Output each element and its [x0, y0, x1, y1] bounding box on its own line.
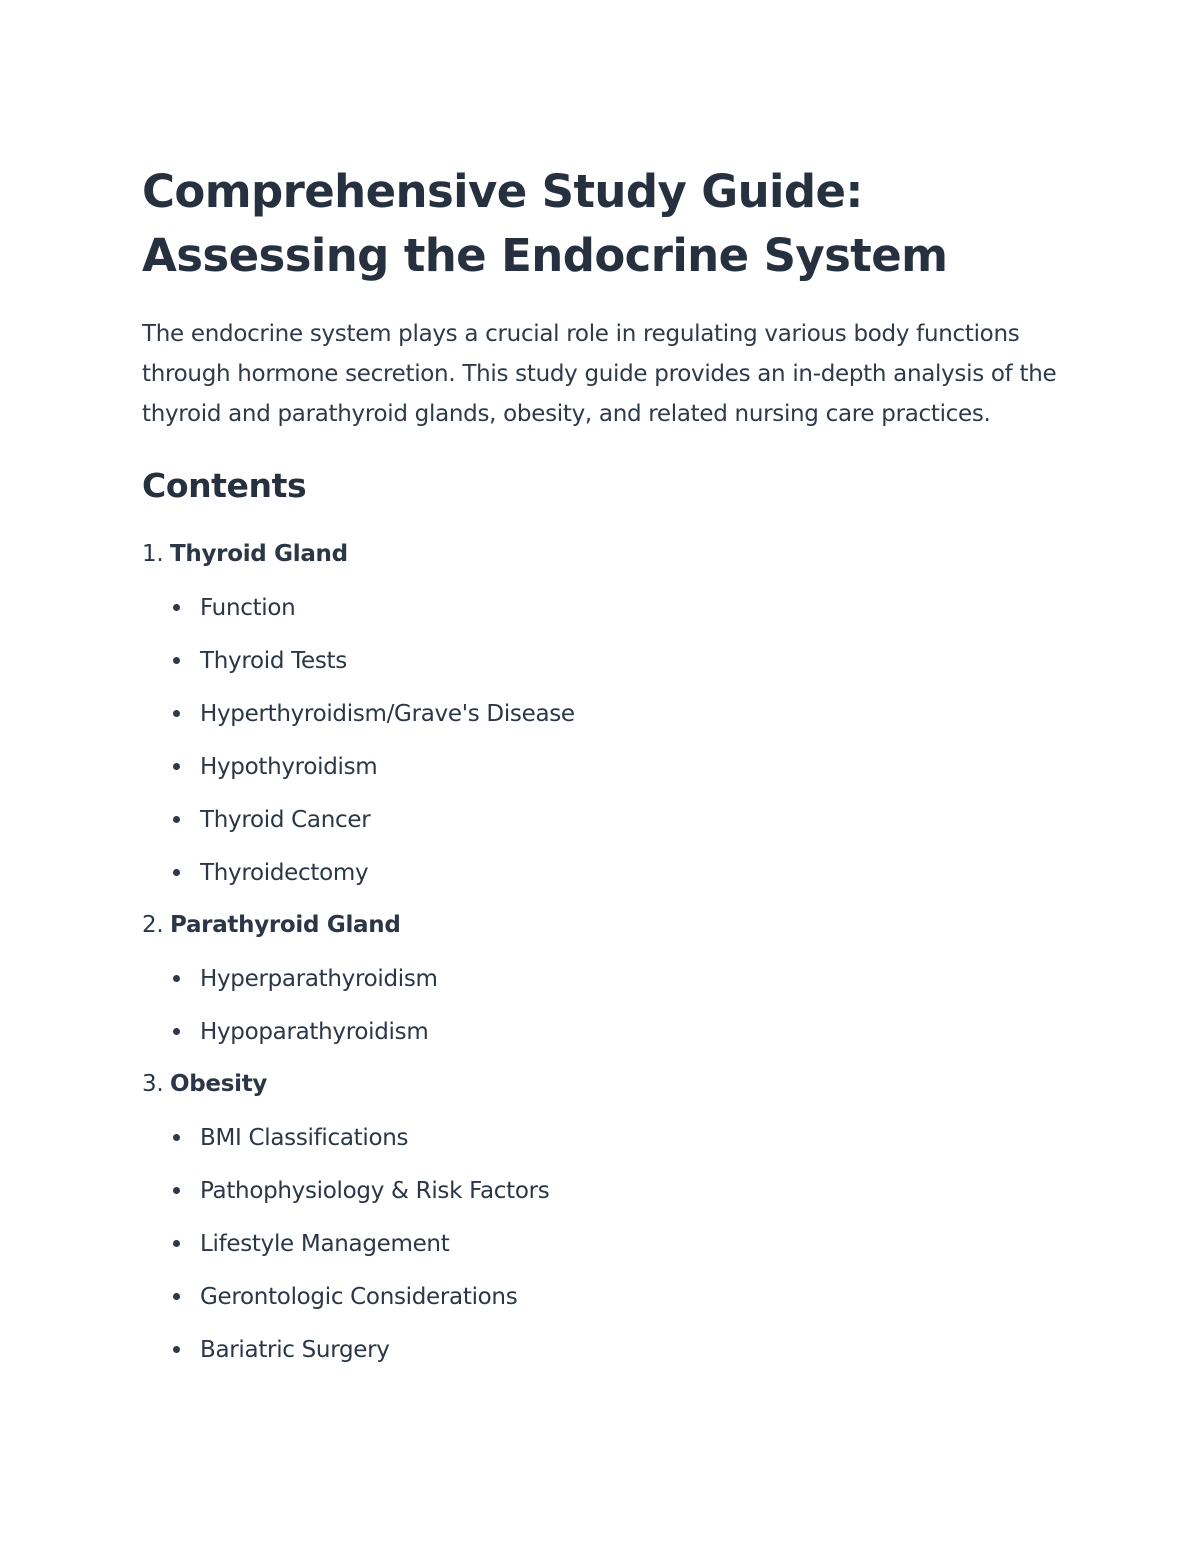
toc-item[interactable] — [142, 1217, 1072, 1270]
bullet-icon — [173, 710, 180, 717]
bullet-icon — [173, 1134, 180, 1141]
toc-item-label: Hypoparathyroidism — [200, 1018, 429, 1045]
toc-section-heading[interactable] — [142, 528, 1072, 581]
toc-section-label: Parathyroid Gland — [170, 912, 401, 938]
toc-section-heading[interactable] — [142, 1058, 1072, 1111]
toc-item-label: Bariatric Surgery — [200, 1336, 390, 1363]
bullet-icon — [173, 1240, 180, 1247]
toc-section-number: 2. — [142, 912, 164, 938]
toc-sublist — [142, 952, 1072, 1058]
intro-paragraph: The endocrine system plays a crucial role in regulating various body functions through hormone secretion. This study guide provides an in-depth analysis of the thyroid and parathyroid glands, obesity, and related nursing care practices. — [142, 321, 1057, 427]
bullet-icon — [173, 604, 180, 611]
toc-section-number: 1. — [142, 541, 164, 567]
toc-item-label: BMI Classifications — [200, 1124, 409, 1151]
toc-item-label: Function — [200, 594, 296, 621]
toc-item[interactable] — [142, 581, 1072, 634]
page-title: Comprehensive Study Guide: Assessing the Endocrine System — [142, 165, 948, 282]
toc-item[interactable] — [142, 952, 1072, 1005]
toc-item-label: Thyroid Tests — [200, 647, 347, 674]
table-of-contents — [142, 528, 1072, 1376]
toc-item[interactable] — [142, 1323, 1072, 1376]
toc-item-label: Thyroidectomy — [200, 859, 369, 886]
toc-section-number: 3. — [142, 1071, 164, 1097]
bullet-icon — [173, 1187, 180, 1194]
toc-item[interactable] — [142, 846, 1072, 899]
toc-item[interactable] — [142, 1270, 1072, 1323]
toc-item-label: Hypothyroidism — [200, 753, 378, 780]
toc-item[interactable] — [142, 1005, 1072, 1058]
bullet-icon — [173, 1293, 180, 1300]
toc-item[interactable] — [142, 687, 1072, 740]
toc-item[interactable] — [142, 793, 1072, 846]
toc-section-parathyroid-gland — [142, 899, 1072, 1058]
bullet-icon — [173, 1028, 180, 1035]
toc-item[interactable] — [142, 634, 1072, 687]
toc-item-label: Hyperthyroidism/Grave's Disease — [200, 700, 575, 727]
bullet-icon — [173, 763, 180, 770]
toc-sublist — [142, 581, 1072, 899]
bullet-icon — [173, 657, 180, 664]
toc-item-label: Gerontologic Considerations — [200, 1283, 518, 1310]
toc-item-label: Pathophysiology & Risk Factors — [200, 1177, 550, 1204]
bullet-icon — [173, 1346, 180, 1353]
toc-section-label: Obesity — [170, 1071, 268, 1097]
toc-section-thyroid-gland — [142, 528, 1072, 899]
bullet-icon — [173, 975, 180, 982]
document-page — [142, 160, 1072, 1376]
toc-item-label: Lifestyle Management — [200, 1230, 450, 1257]
toc-item[interactable] — [142, 1164, 1072, 1217]
toc-sublist — [142, 1111, 1072, 1376]
toc-section-obesity — [142, 1058, 1072, 1376]
contents-heading: Contents — [142, 466, 307, 505]
toc-item-label: Thyroid Cancer — [200, 806, 371, 833]
toc-item-label: Hyperparathyroidism — [200, 965, 438, 992]
toc-section-label: Thyroid Gland — [170, 541, 348, 567]
toc-section-heading[interactable] — [142, 899, 1072, 952]
toc-item[interactable] — [142, 740, 1072, 793]
toc-item[interactable] — [142, 1111, 1072, 1164]
bullet-icon — [173, 816, 180, 823]
bullet-icon — [173, 869, 180, 876]
